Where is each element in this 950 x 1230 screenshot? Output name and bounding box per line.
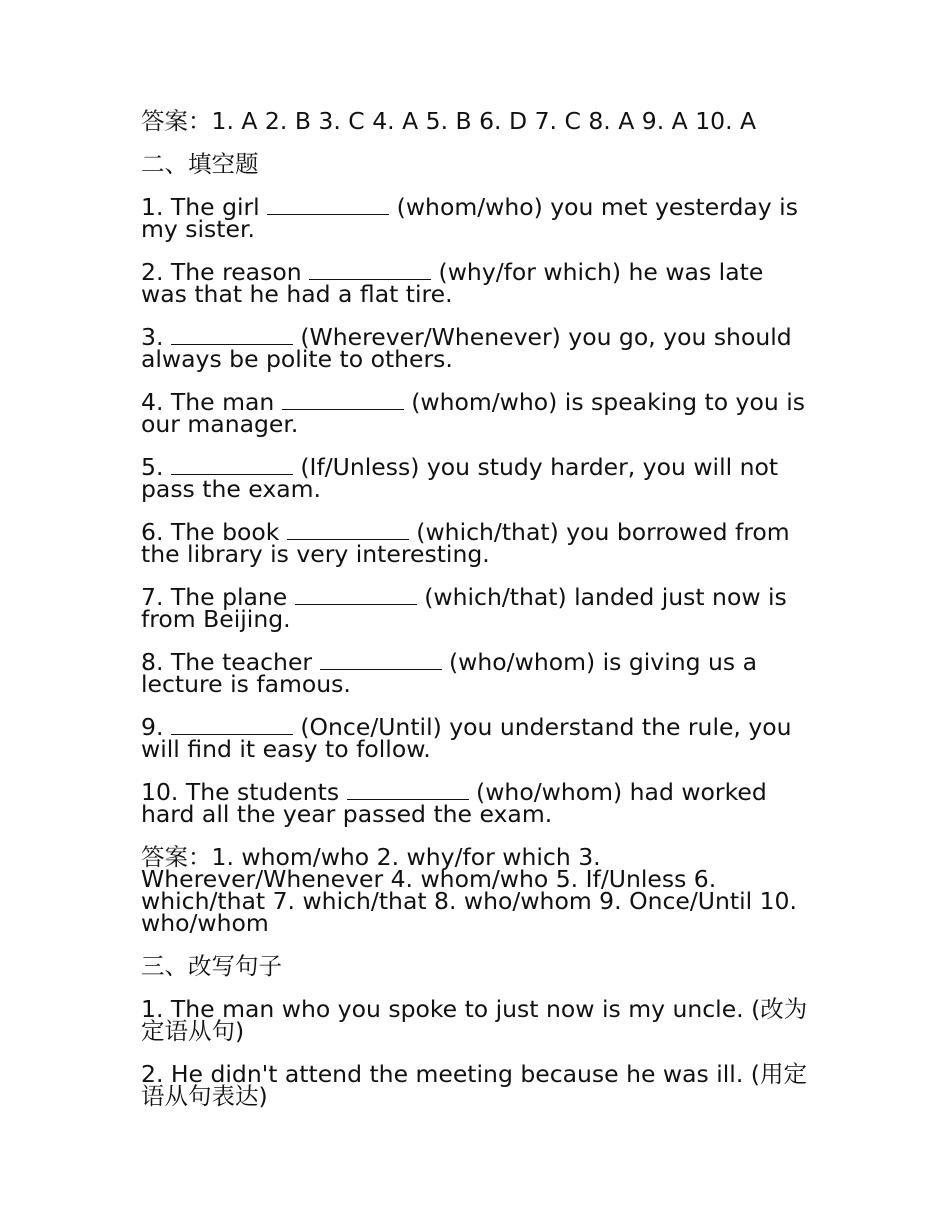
answer-blank xyxy=(347,781,469,800)
fill-blank-question: 1. The girl (whom/who) you met yesterday is my sister. xyxy=(141,193,798,243)
rewrite-question: 2. He didn't attend the meeting because he was ill. (用定语从句表达) xyxy=(141,1060,807,1110)
fill-blank-question: 10. The students (who/whom) had worked hard all the year passed the exam. xyxy=(141,778,767,828)
answer-blank xyxy=(320,651,442,670)
section-title-rewrite: 三、改写句子 xyxy=(141,952,282,980)
answer-blank xyxy=(171,456,293,475)
fill-blank-question: 4. The man (whom/who) is speaking to you is our manager. xyxy=(141,388,805,438)
fill-blank-question: 6. The book (which/that) you borrowed from the library is very interesting. xyxy=(141,518,790,568)
fill-blank-question: 2. The reason (why/for which) he was late was that he had a flat tire. xyxy=(141,258,764,308)
answer-blank xyxy=(295,586,417,605)
fill-blank-question: 3. (Wherever/Whenever) you go, you should always be polite to others. xyxy=(141,323,792,373)
answer-blank xyxy=(287,521,409,540)
section-title-fill-blank: 二、填空题 xyxy=(141,150,259,178)
answer-blank xyxy=(309,261,431,280)
fill-blank-question: 7. The plane (which/that) landed just now is from Beijing. xyxy=(141,583,787,633)
fill-blank-question: 8. The teacher (who/whom) is giving us a lecture is famous. xyxy=(141,648,758,698)
fill-blank-answers: 答案：1. whom/who 2. why/for which 3. Wherever/Whenever 4. whom/who 5. If/Unless 6. which/that 7. which/that 8. who/whom 9. Once/Until 10. who/whom xyxy=(141,843,797,937)
fill-blank-question: 5. (If/Unless) you study harder, you will not pass the exam. xyxy=(141,453,779,503)
fill-blank-question: 9. (Once/Until) you understand the rule, you will find it easy to follow. xyxy=(141,713,792,763)
rewrite-question: 1. The man who you spoke to just now is my uncle. (改为定语从句) xyxy=(141,995,808,1045)
multiple-choice-answers: 答案：1. A 2. B 3. C 4. A 5. B 6. D 7. C 8. A 9. A 10. A xyxy=(141,107,757,135)
answer-blank xyxy=(171,716,293,735)
answer-blank xyxy=(282,391,404,410)
answer-blank xyxy=(171,326,293,345)
document-page xyxy=(141,104,816,1128)
answer-blank xyxy=(267,196,389,215)
